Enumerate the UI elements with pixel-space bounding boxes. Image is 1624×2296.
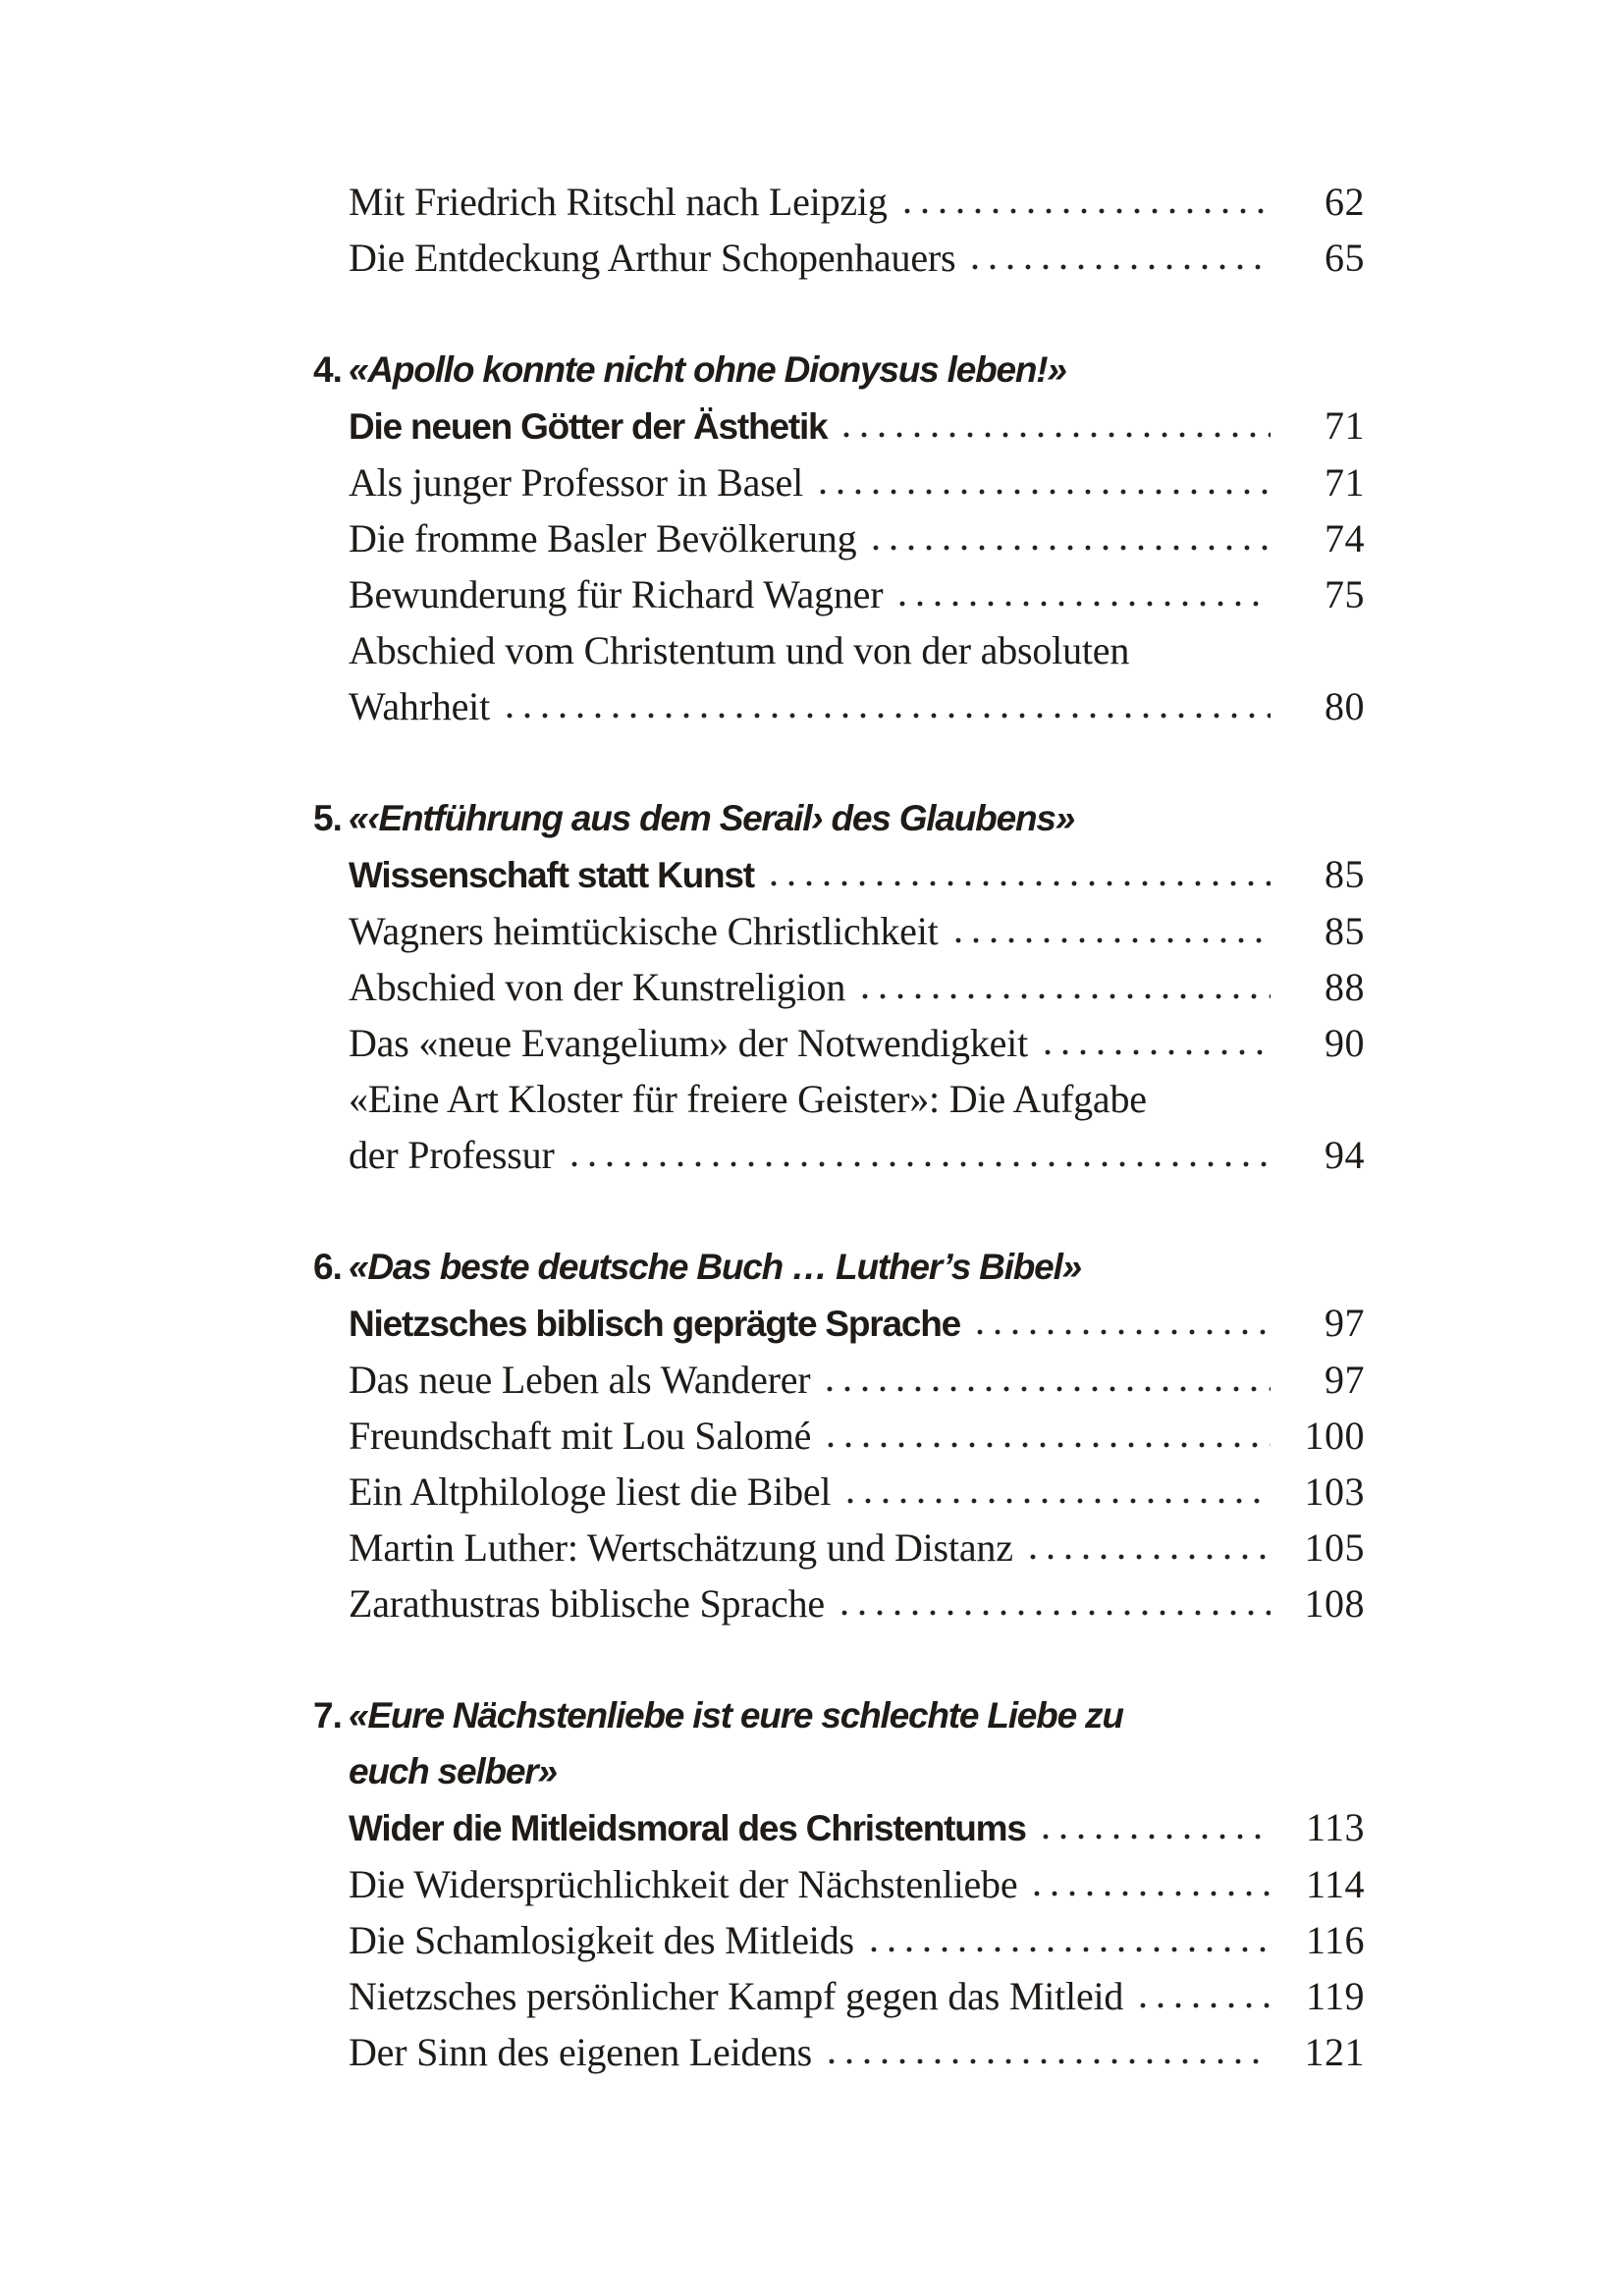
toc-entry-row bbox=[349, 678, 1365, 734]
dot-leader bbox=[971, 262, 1271, 271]
section-number: 5. bbox=[313, 798, 342, 838]
toc-entry-page: 74 bbox=[1325, 516, 1365, 561]
toc-entry-page: 94 bbox=[1325, 1133, 1365, 1177]
toc-entry-row bbox=[349, 1968, 1365, 2024]
toc-entry-page: 97 bbox=[1325, 1301, 1365, 1345]
toc-subtitle-row bbox=[349, 1799, 1365, 1856]
toc-entry-title: Abschied vom Christentum und von der absoluten bbox=[349, 628, 1130, 672]
dot-leader bbox=[827, 1440, 1271, 1449]
toc-section bbox=[313, 790, 1365, 1183]
toc-entry-title: Die Schamlosigkeit des Mitleids bbox=[349, 1918, 854, 1962]
section-rows bbox=[349, 1295, 1365, 1631]
toc-subtitle-row bbox=[349, 846, 1365, 903]
dot-leader bbox=[770, 879, 1271, 887]
toc-entry-page: 114 bbox=[1305, 1862, 1365, 1906]
toc-entry-row bbox=[349, 1352, 1365, 1408]
section-title-line: «Das beste deutsche Buch … Luther’s Bibel» bbox=[349, 1247, 1082, 1287]
toc-entry-row bbox=[349, 1071, 1365, 1127]
section-title-line: «Eure Nächstenliebe ist eure schlechte Liebe zu bbox=[349, 1695, 1123, 1735]
toc-entry-title: Der Sinn des eigenen Leidens bbox=[349, 2030, 813, 2074]
dot-leader bbox=[1033, 1889, 1271, 1897]
section-rows bbox=[349, 1799, 1365, 2080]
toc-entry-row bbox=[349, 2024, 1365, 2080]
toc-entry-page: 75 bbox=[1325, 572, 1365, 616]
toc-entry-page: 119 bbox=[1305, 1974, 1365, 2018]
toc-section bbox=[313, 1239, 1365, 1631]
toc-entry-row bbox=[349, 1464, 1365, 1520]
toc-entry-row bbox=[349, 1015, 1365, 1071]
dot-leader bbox=[898, 599, 1271, 608]
toc-entry-page: 103 bbox=[1304, 1469, 1365, 1514]
toc-entry-title: Das «neue Evangelium» der Notwendigkeit bbox=[349, 1021, 1029, 1065]
toc-entry-title: Abschied von der Kunstreligion bbox=[349, 965, 846, 1009]
toc-entry-page: 62 bbox=[1325, 180, 1365, 224]
toc-section bbox=[313, 342, 1365, 734]
toc-entry-page: 71 bbox=[1325, 403, 1365, 448]
dot-leader bbox=[819, 487, 1271, 496]
dot-leader bbox=[506, 711, 1271, 720]
toc-entry-page: 65 bbox=[1325, 236, 1365, 280]
toc-entry-page: 85 bbox=[1325, 909, 1365, 953]
toc-subtitle-row bbox=[349, 398, 1365, 454]
section-number: 4. bbox=[313, 349, 342, 390]
toc-entry-title: Nietzsches persönlicher Kampf gegen das Mitleid bbox=[349, 1974, 1124, 2018]
toc-entry-row bbox=[349, 174, 1365, 230]
toc-entry-row bbox=[349, 1127, 1365, 1183]
section-title-line: euch selber» bbox=[349, 1751, 557, 1791]
section-rows bbox=[349, 398, 1365, 734]
toc-subtitle-row bbox=[349, 1295, 1365, 1352]
dot-leader bbox=[1139, 2001, 1271, 2009]
toc bbox=[313, 174, 1365, 2080]
section-heading bbox=[313, 342, 1365, 398]
dot-leader bbox=[842, 430, 1271, 439]
section-number: 7. bbox=[313, 1695, 342, 1735]
section-heading bbox=[313, 790, 1365, 846]
toc-entry-page: 113 bbox=[1305, 1805, 1365, 1849]
toc-entry-title: Ein Altphilologe liest die Bibel bbox=[349, 1469, 832, 1514]
toc-entry-page: 88 bbox=[1325, 965, 1365, 1009]
section-rows bbox=[349, 846, 1365, 1183]
toc-entry-row bbox=[349, 1575, 1365, 1631]
dot-leader bbox=[976, 1327, 1271, 1336]
toc-entry-row bbox=[349, 1856, 1365, 1912]
section-number: 6. bbox=[313, 1247, 342, 1287]
toc-entry-row bbox=[349, 1520, 1365, 1575]
toc-entry-title: Die Widersprüchlichkeit der Nächstenliebe bbox=[349, 1862, 1018, 1906]
dot-leader bbox=[846, 1496, 1271, 1505]
toc-entry-page: 121 bbox=[1304, 2030, 1365, 2074]
toc-entry-row bbox=[349, 622, 1365, 678]
toc-entry-page: 90 bbox=[1325, 1021, 1365, 1065]
toc-entry-title: Wahrheit bbox=[349, 684, 491, 728]
dot-leader bbox=[870, 1945, 1271, 1953]
toc-entry-title: Die Entdeckung Arthur Schopenhauers bbox=[349, 236, 956, 280]
toc-entry-row bbox=[349, 1408, 1365, 1464]
toc-entry-page: 71 bbox=[1325, 460, 1365, 505]
dot-leader bbox=[903, 206, 1271, 215]
toc-entry-title: Nietzsches biblisch geprägte Sprache bbox=[349, 1304, 961, 1344]
dot-leader bbox=[1044, 1047, 1271, 1056]
toc-entry-title: Wissenschaft statt Kunst bbox=[349, 855, 754, 895]
toc-entry-row bbox=[349, 566, 1365, 622]
dot-leader bbox=[1042, 1832, 1271, 1841]
dot-leader bbox=[1029, 1552, 1271, 1561]
toc-entry-row bbox=[349, 510, 1365, 566]
toc-entry-row bbox=[349, 959, 1365, 1015]
section-heading bbox=[313, 1687, 1365, 1799]
section-title-line: «Apollo konnte nicht ohne Dionysus leben!» bbox=[349, 349, 1066, 390]
toc-entry-page: 85 bbox=[1325, 852, 1365, 896]
toc-entry-page: 80 bbox=[1325, 684, 1365, 728]
toc-entry-page: 105 bbox=[1304, 1525, 1365, 1570]
dot-leader bbox=[861, 991, 1271, 1000]
dot-leader bbox=[954, 935, 1271, 944]
dot-leader bbox=[840, 1608, 1271, 1617]
dot-leader bbox=[872, 543, 1271, 552]
toc-section bbox=[313, 1687, 1365, 2080]
toc-entry-title: Bewunderung für Richard Wagner bbox=[349, 572, 884, 616]
toc-entry-title: Das neue Leben als Wanderer bbox=[349, 1358, 811, 1402]
toc-entry-title: Die neuen Götter der Ästhetik bbox=[349, 406, 828, 447]
toc-entry-page: 108 bbox=[1304, 1581, 1365, 1626]
toc-entry-title: Wider die Mitleidsmoral des Christentums bbox=[349, 1808, 1026, 1848]
toc-entry-title: Freundschaft mit Lou Salomé bbox=[349, 1414, 812, 1458]
toc-entry-page: 97 bbox=[1325, 1358, 1365, 1402]
toc-entry-title: «Eine Art Kloster für freiere Geister»: Die Aufgabe bbox=[349, 1077, 1147, 1121]
toc-entry-page: 100 bbox=[1304, 1414, 1365, 1458]
toc-entry-title: der Professur bbox=[349, 1133, 555, 1177]
toc-entry-title: Martin Luther: Wertschätzung und Distanz bbox=[349, 1525, 1013, 1570]
toc-entry-row bbox=[349, 903, 1365, 959]
toc-entry-row bbox=[349, 454, 1365, 510]
toc-entry-row bbox=[349, 1912, 1365, 1968]
toc-entry-row bbox=[349, 230, 1365, 286]
toc-entry-title: Zarathustras biblische Sprache bbox=[349, 1581, 825, 1626]
dot-leader bbox=[570, 1159, 1271, 1168]
toc-entry-title: Als junger Professor in Basel bbox=[349, 460, 804, 505]
section-title-line: «‹Entführung aus dem Serail› des Glaubens» bbox=[349, 798, 1075, 838]
dot-leader bbox=[828, 2056, 1271, 2065]
toc-entry-title: Wagners heimtückische Christlichkeit bbox=[349, 909, 939, 953]
toc-entry-page: 116 bbox=[1305, 1918, 1365, 1962]
dot-leader bbox=[826, 1384, 1271, 1393]
toc-entry-title: Die fromme Basler Bevölkerung bbox=[349, 516, 857, 561]
section-heading bbox=[313, 1239, 1365, 1295]
toc-entry-title: Mit Friedrich Ritschl nach Leipzig bbox=[349, 180, 888, 224]
